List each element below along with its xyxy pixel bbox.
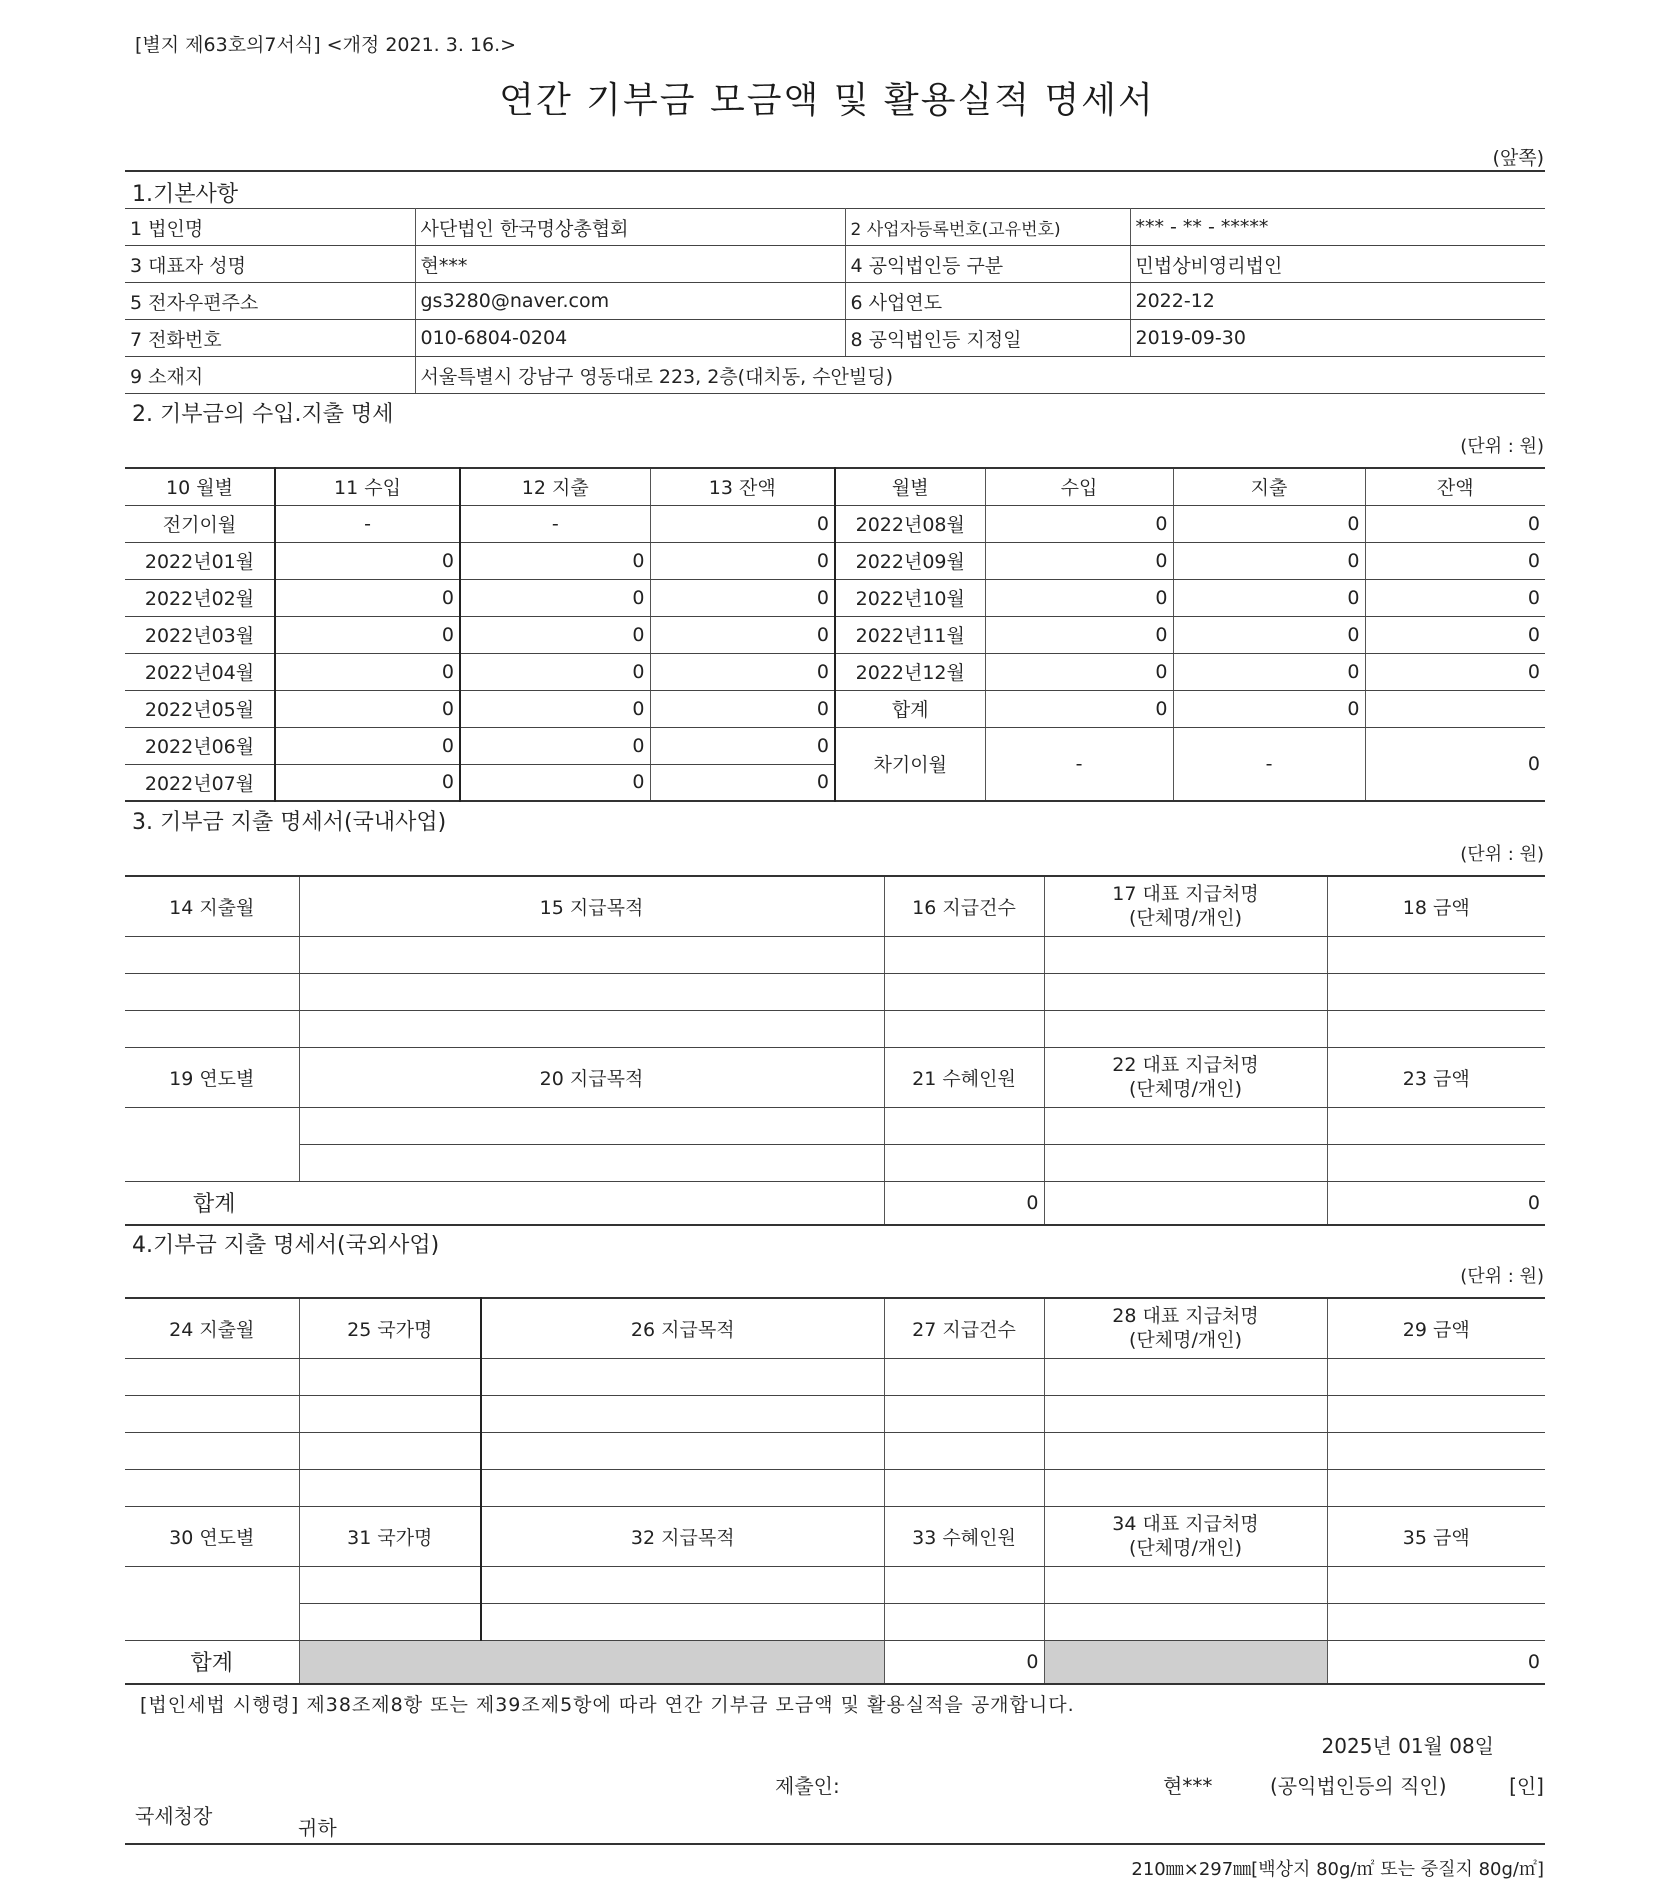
expense-cell: 0 bbox=[1173, 579, 1365, 616]
cell bbox=[299, 936, 884, 973]
month-cell: 전기이월 bbox=[125, 505, 275, 542]
value-phone: 010-6804-0204 bbox=[415, 320, 845, 357]
cell bbox=[1044, 973, 1327, 1010]
divider bbox=[125, 1843, 1545, 1845]
page-title: 연간 기부금 모금액 및 활용실적 명세서 bbox=[499, 80, 1155, 121]
cell bbox=[1327, 1107, 1545, 1144]
cell bbox=[1327, 1469, 1545, 1506]
balance-cell: 0 bbox=[1365, 542, 1545, 579]
cell bbox=[481, 1432, 884, 1469]
col-header-expense: 12 지출 bbox=[460, 468, 650, 505]
cell bbox=[1044, 1603, 1327, 1640]
month-cell: 2022년09월 bbox=[835, 542, 985, 579]
total-label: 합계 bbox=[125, 1640, 299, 1684]
expense-cell: 0 bbox=[460, 579, 650, 616]
cell bbox=[884, 1144, 1044, 1181]
balance-total-cell bbox=[1365, 690, 1545, 727]
cell bbox=[1044, 1358, 1327, 1395]
col-header: 29 금액 bbox=[1327, 1298, 1545, 1358]
month-cell: 2022년11월 bbox=[835, 616, 985, 653]
cell bbox=[1327, 1358, 1545, 1395]
domestic-table bbox=[125, 875, 1545, 1226]
table-row bbox=[125, 936, 1545, 973]
value-rep-name: 현*** bbox=[415, 246, 845, 283]
cell bbox=[125, 1432, 299, 1469]
col-header-line: (단체명/개인) bbox=[1129, 907, 1242, 930]
expense-cell: 0 bbox=[1173, 542, 1365, 579]
section3-title: 3. 기부금 지출 명세서(국내사업) bbox=[132, 810, 447, 835]
month-cell: 2022년02월 bbox=[125, 579, 275, 616]
income-cell: 0 bbox=[275, 542, 460, 579]
table-row bbox=[125, 505, 1545, 542]
col-header-month: 10 월별 bbox=[125, 468, 275, 505]
col-header: 18 금액 bbox=[1327, 876, 1545, 936]
cell bbox=[125, 973, 299, 1010]
section4-title: 4.기부금 지출 명세서(국외사업) bbox=[132, 1233, 440, 1258]
cell bbox=[299, 973, 884, 1010]
col-header bbox=[1044, 1298, 1327, 1358]
total-amount: 0 bbox=[1327, 1181, 1545, 1225]
cell bbox=[125, 1358, 299, 1395]
cell bbox=[1044, 1144, 1327, 1181]
value-org-type: 민법상비영리법인 bbox=[1130, 246, 1545, 283]
seal-mark: [인] bbox=[1509, 1774, 1544, 1798]
cell bbox=[1327, 1010, 1545, 1047]
carry-expense-cell: - bbox=[1173, 727, 1365, 801]
value-designation-date: 2019-09-30 bbox=[1130, 320, 1545, 357]
col-header bbox=[1044, 1506, 1327, 1566]
col-header-balance: 13 잔액 bbox=[650, 468, 835, 505]
cell bbox=[299, 1432, 481, 1469]
cell bbox=[1327, 1603, 1545, 1640]
expense-cell: 0 bbox=[1173, 653, 1365, 690]
month-cell: 2022년01월 bbox=[125, 542, 275, 579]
table-row bbox=[125, 727, 1545, 764]
divider bbox=[125, 170, 1545, 172]
income-cell: 0 bbox=[985, 505, 1173, 542]
cell bbox=[299, 1469, 481, 1506]
month-cell: 2022년10월 bbox=[835, 579, 985, 616]
label-biz-number: 2 사업자등록번호(고유번호) bbox=[845, 209, 1130, 246]
table-row bbox=[125, 1010, 1545, 1047]
balance-cell: 0 bbox=[1365, 653, 1545, 690]
balance-cell: 0 bbox=[1365, 616, 1545, 653]
col-header-month-2: 월별 bbox=[835, 468, 985, 505]
table-row bbox=[125, 616, 1545, 653]
cell bbox=[1044, 1469, 1327, 1506]
table-row bbox=[125, 690, 1545, 727]
total-label-cell: 합계 bbox=[835, 690, 985, 727]
cell bbox=[1327, 1144, 1545, 1181]
total-amount: 0 bbox=[1327, 1640, 1545, 1684]
cell bbox=[481, 1358, 884, 1395]
cell bbox=[299, 1107, 884, 1144]
table-row bbox=[125, 653, 1545, 690]
col-header-balance-2: 잔액 bbox=[1365, 468, 1545, 505]
cell bbox=[125, 1469, 299, 1506]
label-address: 9 소재지 bbox=[125, 357, 415, 394]
col-header-income: 11 수입 bbox=[275, 468, 460, 505]
total-row bbox=[125, 1640, 1545, 1684]
col-header-expense-2: 지출 bbox=[1173, 468, 1365, 505]
table-row bbox=[125, 1469, 1545, 1506]
unit-label: (단위 : 원) bbox=[1460, 844, 1544, 865]
shaded-cell bbox=[299, 1640, 884, 1684]
submitter-title: (공익법인등의 직인) bbox=[1270, 1774, 1447, 1798]
cell bbox=[125, 1566, 299, 1640]
cell bbox=[125, 1010, 299, 1047]
table-row bbox=[125, 283, 1545, 320]
table-header-row bbox=[125, 1506, 1545, 1566]
col-header: 27 지급건수 bbox=[884, 1298, 1044, 1358]
income-cell: 0 bbox=[275, 616, 460, 653]
expense-cell: 0 bbox=[460, 690, 650, 727]
income-cell: 0 bbox=[275, 690, 460, 727]
balance-cell: 0 bbox=[1365, 579, 1545, 616]
total-row bbox=[125, 1181, 1545, 1225]
col-header: 24 지출월 bbox=[125, 1298, 299, 1358]
cell bbox=[884, 1566, 1044, 1603]
expense-cell: 0 bbox=[460, 727, 650, 764]
table-row bbox=[125, 542, 1545, 579]
table-header-row bbox=[125, 468, 1545, 505]
addressee: 국세청장 bbox=[135, 1804, 213, 1828]
balance-cell: 0 bbox=[650, 542, 835, 579]
label-rep-name: 3 대표자 성명 bbox=[125, 246, 415, 283]
section2-title: 2. 기부금의 수입.지출 명세 bbox=[132, 402, 394, 427]
cell bbox=[1327, 1566, 1545, 1603]
col-header: 21 수혜인원 bbox=[884, 1047, 1044, 1107]
cell bbox=[884, 1432, 1044, 1469]
label-phone: 7 전화번호 bbox=[125, 320, 415, 357]
income-cell: 0 bbox=[275, 727, 460, 764]
col-header-line: 17 대표 지급처명 bbox=[1112, 883, 1259, 906]
total-label bbox=[125, 1181, 884, 1225]
table-row bbox=[125, 357, 1545, 394]
cell bbox=[299, 1144, 884, 1181]
income-cell: 0 bbox=[275, 764, 460, 801]
value-address: 서울특별시 강남구 영동대로 223, 2층(대치동, 수안빌딩) bbox=[415, 357, 1545, 394]
col-header: 26 지급목적 bbox=[481, 1298, 884, 1358]
balance-cell: 0 bbox=[650, 616, 835, 653]
value-fiscal-year: 2022-12 bbox=[1130, 283, 1545, 320]
expense-total-cell: 0 bbox=[1173, 690, 1365, 727]
col-header: 32 지급목적 bbox=[481, 1506, 884, 1566]
carry-income-cell: - bbox=[985, 727, 1173, 801]
table-row bbox=[125, 209, 1545, 246]
col-header: 19 연도별 bbox=[125, 1047, 299, 1107]
cell bbox=[884, 936, 1044, 973]
table-row bbox=[125, 320, 1545, 357]
cell bbox=[1327, 1395, 1545, 1432]
month-cell: 2022년08월 bbox=[835, 505, 985, 542]
value-biz-number: *** - ** - ***** bbox=[1130, 209, 1545, 246]
value-corp-name: 사단법인 한국명상총협회 bbox=[415, 209, 845, 246]
expense-cell: 0 bbox=[460, 616, 650, 653]
month-cell: 2022년06월 bbox=[125, 727, 275, 764]
income-total-cell: 0 bbox=[985, 690, 1173, 727]
cell bbox=[1044, 1395, 1327, 1432]
cell bbox=[1044, 1107, 1327, 1144]
submitter-label: 제출인: bbox=[775, 1774, 840, 1798]
cell bbox=[125, 936, 299, 973]
income-cell: - bbox=[275, 505, 460, 542]
col-header-line: 22 대표 지급처명 bbox=[1112, 1054, 1259, 1076]
carry-balance-cell: 0 bbox=[1365, 727, 1545, 801]
cell bbox=[481, 1603, 884, 1640]
expense-cell: 0 bbox=[460, 653, 650, 690]
cell bbox=[1044, 1181, 1327, 1225]
shaded-cell bbox=[1044, 1640, 1327, 1684]
table-row bbox=[125, 973, 1545, 1010]
label-designation-date: 8 공익법인등 지정일 bbox=[845, 320, 1130, 357]
col-header-line: (단체명/개인) bbox=[1129, 1329, 1242, 1352]
unit-label: (단위 : 원) bbox=[1460, 1266, 1544, 1287]
cell bbox=[299, 1603, 481, 1640]
total-count: 0 bbox=[884, 1640, 1044, 1684]
table-row bbox=[125, 579, 1545, 616]
month-cell: 2022년04월 bbox=[125, 653, 275, 690]
month-cell: 2022년03월 bbox=[125, 616, 275, 653]
col-header-line: 28 대표 지급처명 bbox=[1112, 1305, 1259, 1328]
value-email: gs3280@naver.com bbox=[415, 283, 845, 320]
cell bbox=[1044, 1432, 1327, 1469]
label-corp-name: 1 법인명 bbox=[125, 209, 415, 246]
col-header: 16 지급건수 bbox=[884, 876, 1044, 936]
col-header: 23 금액 bbox=[1327, 1047, 1545, 1107]
basic-info-table bbox=[125, 208, 1545, 394]
cell bbox=[299, 1010, 884, 1047]
monthly-table bbox=[125, 467, 1545, 802]
cell bbox=[481, 1469, 884, 1506]
table-row bbox=[125, 1107, 1545, 1144]
cell bbox=[481, 1395, 884, 1432]
col-header: 30 연도별 bbox=[125, 1506, 299, 1566]
table-header-row bbox=[125, 1298, 1545, 1358]
cell bbox=[884, 1358, 1044, 1395]
cell bbox=[884, 973, 1044, 1010]
col-header: 25 국가명 bbox=[299, 1298, 481, 1358]
balance-cell: 0 bbox=[650, 764, 835, 801]
cell bbox=[1044, 1010, 1327, 1047]
table-row bbox=[125, 1566, 1545, 1603]
balance-cell: 0 bbox=[650, 690, 835, 727]
table-row bbox=[125, 1603, 1545, 1640]
section1-title: 1.기본사항 bbox=[132, 182, 238, 207]
income-cell: 0 bbox=[985, 542, 1173, 579]
cell bbox=[884, 1395, 1044, 1432]
table-header-row bbox=[125, 876, 1545, 936]
carry-forward-label: 차기이월 bbox=[835, 727, 985, 801]
legal-note: [법인세법 시행령] 제38조제8항 또는 제39조제5항에 따라 연간 기부금 모금액 및 활용실적을 공개합니다. bbox=[140, 1694, 1075, 1716]
balance-cell: 0 bbox=[650, 653, 835, 690]
submission-date: 2025년 01월 08일 bbox=[1321, 1734, 1494, 1758]
cell bbox=[299, 1395, 481, 1432]
cell bbox=[299, 1566, 481, 1603]
cell bbox=[1327, 936, 1545, 973]
col-header: 14 지출월 bbox=[125, 876, 299, 936]
col-header: 15 지급목적 bbox=[299, 876, 884, 936]
month-cell: 2022년07월 bbox=[125, 764, 275, 801]
expense-cell: - bbox=[460, 505, 650, 542]
col-header bbox=[1044, 876, 1327, 936]
cell bbox=[884, 1469, 1044, 1506]
table-row bbox=[125, 246, 1545, 283]
cell bbox=[125, 1107, 299, 1181]
table-row bbox=[125, 1395, 1545, 1432]
expense-cell: 0 bbox=[1173, 616, 1365, 653]
submitter-name: 현*** bbox=[1163, 1774, 1213, 1798]
balance-cell: 0 bbox=[650, 505, 835, 542]
cell bbox=[125, 1395, 299, 1432]
balance-cell: 0 bbox=[650, 727, 835, 764]
total-count: 0 bbox=[884, 1181, 1044, 1225]
col-header: 35 금액 bbox=[1327, 1506, 1545, 1566]
label-email: 5 전자우편주소 bbox=[125, 283, 415, 320]
col-header-line: 34 대표 지급처명 bbox=[1112, 1513, 1259, 1535]
income-cell: 0 bbox=[985, 616, 1173, 653]
table-row bbox=[125, 1144, 1545, 1181]
col-header-line: (단체명/개인) bbox=[1129, 1078, 1242, 1100]
page-side-label: (앞쪽) bbox=[1492, 147, 1544, 169]
col-header: 20 지급목적 bbox=[299, 1047, 884, 1107]
cell bbox=[884, 1603, 1044, 1640]
balance-cell: 0 bbox=[1365, 505, 1545, 542]
month-cell: 2022년12월 bbox=[835, 653, 985, 690]
cell bbox=[1327, 1432, 1545, 1469]
honorific: 귀하 bbox=[298, 1816, 337, 1840]
cell bbox=[1044, 1566, 1327, 1603]
income-cell: 0 bbox=[985, 579, 1173, 616]
income-cell: 0 bbox=[275, 653, 460, 690]
cell bbox=[1327, 973, 1545, 1010]
table-header-row bbox=[125, 1047, 1545, 1107]
cell bbox=[299, 1358, 481, 1395]
month-cell: 2022년05월 bbox=[125, 690, 275, 727]
expense-cell: 0 bbox=[1173, 505, 1365, 542]
unit-label: (단위 : 원) bbox=[1460, 436, 1544, 457]
table-row bbox=[125, 1358, 1545, 1395]
col-header: 33 수혜인원 bbox=[884, 1506, 1044, 1566]
overseas-table bbox=[125, 1297, 1545, 1685]
cell bbox=[884, 1010, 1044, 1047]
table-row bbox=[125, 1432, 1545, 1469]
cell bbox=[884, 1107, 1044, 1144]
col-header: 31 국가명 bbox=[299, 1506, 481, 1566]
col-header-income-2: 수입 bbox=[985, 468, 1173, 505]
total-label-text: 합계 bbox=[192, 1192, 236, 1218]
col-header-line: (단체명/개인) bbox=[1129, 1537, 1242, 1559]
label-org-type: 4 공익법인등 구분 bbox=[845, 246, 1130, 283]
label-fiscal-year: 6 사업연도 bbox=[845, 283, 1130, 320]
income-cell: 0 bbox=[275, 579, 460, 616]
balance-cell: 0 bbox=[650, 579, 835, 616]
col-header bbox=[1044, 1047, 1327, 1107]
cell bbox=[1044, 936, 1327, 973]
expense-cell: 0 bbox=[460, 542, 650, 579]
cell bbox=[481, 1566, 884, 1603]
paper-spec: 210㎜×297㎜[백상지 80g/㎡ 또는 중질지 80g/㎡] bbox=[1131, 1859, 1544, 1880]
income-cell: 0 bbox=[985, 653, 1173, 690]
form-id: [별지 제63호의7서식] <개정 2021. 3. 16.> bbox=[135, 34, 517, 56]
expense-cell: 0 bbox=[460, 764, 650, 801]
